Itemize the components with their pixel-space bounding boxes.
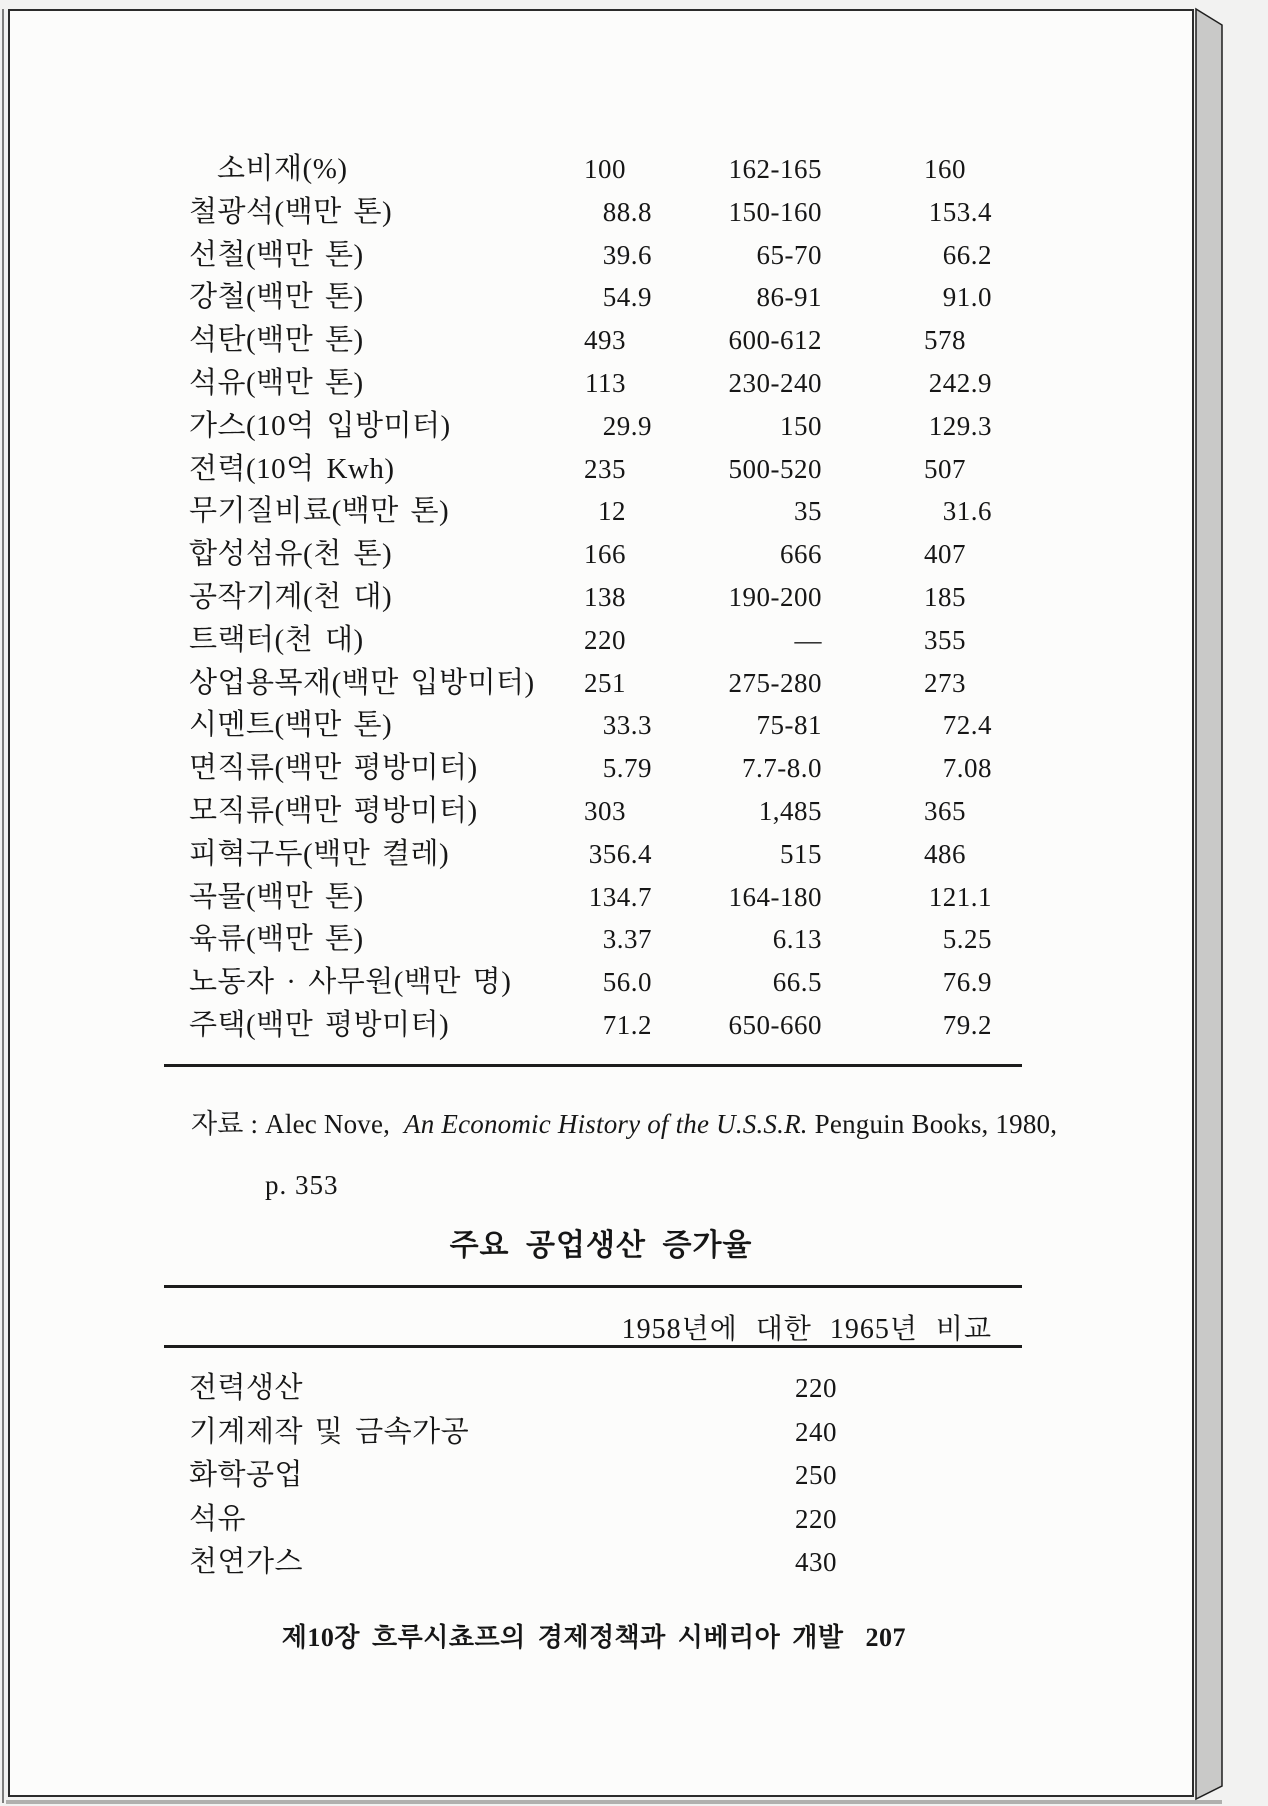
- commodity-label: 강철(백만 톤): [189, 281, 364, 314]
- value-actual: 365: [924, 795, 966, 826]
- value-base: 3.37: [602, 924, 652, 955]
- commodity-label: 소비재(%): [217, 153, 348, 185]
- value-base: 138: [584, 581, 626, 612]
- value-plan-range: 150: [780, 410, 822, 441]
- value-plan-range: 666: [780, 539, 822, 570]
- value-actual: 273: [924, 667, 966, 698]
- table2-title: 주요 공업생산 증가율: [449, 1229, 753, 1262]
- page-bottom-shadow: [6, 1800, 1222, 1804]
- value-actual: 407: [924, 539, 966, 570]
- value-base: 100: [584, 154, 626, 184]
- commodity-label: 무기질비료(백만 톤): [189, 495, 450, 528]
- value-plan-range: 65-70: [756, 239, 822, 270]
- commodity-label: 석유(백만 톤): [189, 366, 364, 399]
- value-plan-range: 35: [794, 496, 822, 527]
- commodity-label: 트랙터(천 대): [189, 623, 364, 656]
- value-base: 251: [584, 667, 626, 698]
- value-plan-range: 75-81: [756, 710, 822, 741]
- value-base: 71.2: [602, 1009, 652, 1040]
- value-actual: 76.9: [942, 967, 992, 998]
- value-base: 29.9: [602, 410, 652, 441]
- commodity-label: 석탄(백만 톤): [189, 324, 364, 357]
- table2-column-header: 1958년에 대한 1965년 비교: [621, 1314, 992, 1345]
- value-actual: 153.4: [928, 196, 992, 227]
- value-base: 356.4: [588, 838, 652, 869]
- growth-value: 250: [795, 1460, 837, 1490]
- value-plan-range: —: [794, 624, 822, 655]
- value-actual: 66.2: [942, 239, 992, 270]
- source-author: Alec Nove,: [265, 1109, 405, 1139]
- value-base: 39.6: [602, 239, 652, 270]
- value-actual: 5.25: [942, 924, 992, 955]
- commodity-label: 공작기계(천 대): [189, 580, 393, 613]
- value-plan-range: 190-200: [728, 581, 822, 612]
- commodity-label: 면직류(백만 평방미터): [189, 752, 478, 785]
- value-actual: 185: [924, 581, 966, 612]
- value-actual: 578: [924, 325, 966, 356]
- commodity-label: 전력(10억 Kwh): [189, 452, 395, 485]
- value-actual: 7.08: [942, 753, 992, 784]
- value-plan-range: 66.5: [772, 967, 822, 998]
- page-edge-strip: [1196, 9, 1222, 1799]
- commodity-label: 선철(백만 톤): [189, 238, 364, 271]
- commodity-label: 피혁구두(백만 켤레): [189, 837, 450, 870]
- source-publisher: Penguin Books, 1980,: [807, 1109, 1058, 1139]
- value-plan-range: 600-612: [728, 325, 822, 356]
- value-plan-range: 6.13: [772, 924, 822, 955]
- value-actual: 79.2: [942, 1009, 992, 1040]
- source-book-title: An Economic History of the U.S.S.R.: [404, 1109, 808, 1139]
- value-base: 134.7: [588, 881, 652, 912]
- value-plan-range: 275-280: [728, 667, 822, 698]
- commodity-label: 모직류(백만 평방미터): [189, 794, 478, 827]
- value-plan-range: 7.7-8.0: [742, 753, 822, 784]
- value-base: 493: [584, 325, 626, 356]
- commodity-label: 노동자 · 사무원(백만 명): [189, 966, 512, 999]
- value-actual: 507: [924, 453, 966, 484]
- sector-label: 천연가스: [189, 1546, 304, 1578]
- value-base: 113: [585, 367, 626, 398]
- value-plan-range: 164-180: [728, 881, 822, 912]
- sector-label: 기계제작 및 금속가공: [189, 1415, 470, 1448]
- value-base: 5.79: [602, 753, 652, 784]
- value-actual: 242.9: [928, 367, 992, 398]
- value-base: 303: [584, 795, 626, 826]
- value-actual: 160: [924, 154, 966, 184]
- value-actual: 129.3: [928, 410, 992, 441]
- value-base: 33.3: [602, 710, 652, 741]
- value-plan-range: 650-660: [728, 1009, 822, 1040]
- sector-label: 전력생산: [189, 1372, 304, 1404]
- value-plan-range: 515: [780, 838, 822, 869]
- value-plan-range: 150-160: [728, 196, 822, 227]
- growth-value: 430: [795, 1547, 837, 1577]
- value-plan-range: 1,485: [758, 795, 822, 826]
- value-base: 235: [584, 453, 626, 484]
- growth-value: 220: [795, 1503, 837, 1534]
- value-actual: 91.0: [942, 282, 992, 313]
- commodity-label: 곡물(백만 톤): [189, 880, 364, 913]
- commodity-label: 상업용목재(백만 입방미터): [189, 666, 535, 699]
- sector-label: 석유: [189, 1502, 247, 1535]
- commodity-label: 가스(10억 입방미터): [189, 409, 451, 442]
- value-base: 88.8: [602, 196, 652, 227]
- source-page-ref: p. 353: [265, 1170, 339, 1200]
- value-plan-range: 162-165: [728, 154, 822, 184]
- value-base: 56.0: [602, 967, 652, 998]
- commodity-label: 시멘트(백만 톤): [189, 709, 393, 742]
- value-actual: 486: [924, 838, 966, 869]
- value-base: 220: [584, 624, 626, 655]
- commodity-label: 육류(백만 톤): [189, 923, 364, 956]
- growth-value: 240: [795, 1416, 837, 1447]
- growth-value: 220: [795, 1373, 837, 1403]
- page-number: 207: [865, 1623, 906, 1652]
- commodity-label: 주택(백만 평방미터): [189, 1008, 450, 1041]
- value-actual: 121.1: [928, 881, 992, 912]
- value-actual: 355: [924, 624, 966, 655]
- commodity-label: 합성섬유(천 톤): [189, 538, 393, 571]
- value-actual: 72.4: [942, 710, 992, 741]
- value-plan-range: 500-520: [728, 453, 822, 484]
- commodity-label: 철광석(백만 톤): [189, 195, 393, 228]
- chapter-title: 제10장 흐루시쵸프의 경제정책과 시베리아 개발: [281, 1623, 844, 1652]
- value-base: 54.9: [602, 282, 652, 313]
- value-plan-range: 86-91: [756, 282, 822, 313]
- value-plan-range: 230-240: [728, 367, 822, 398]
- value-base: 12: [598, 496, 626, 527]
- sector-label: 화학공업: [189, 1459, 304, 1491]
- source-prefix: 자료 :: [191, 1109, 266, 1139]
- value-base: 166: [584, 539, 626, 570]
- value-actual: 31.6: [942, 496, 992, 527]
